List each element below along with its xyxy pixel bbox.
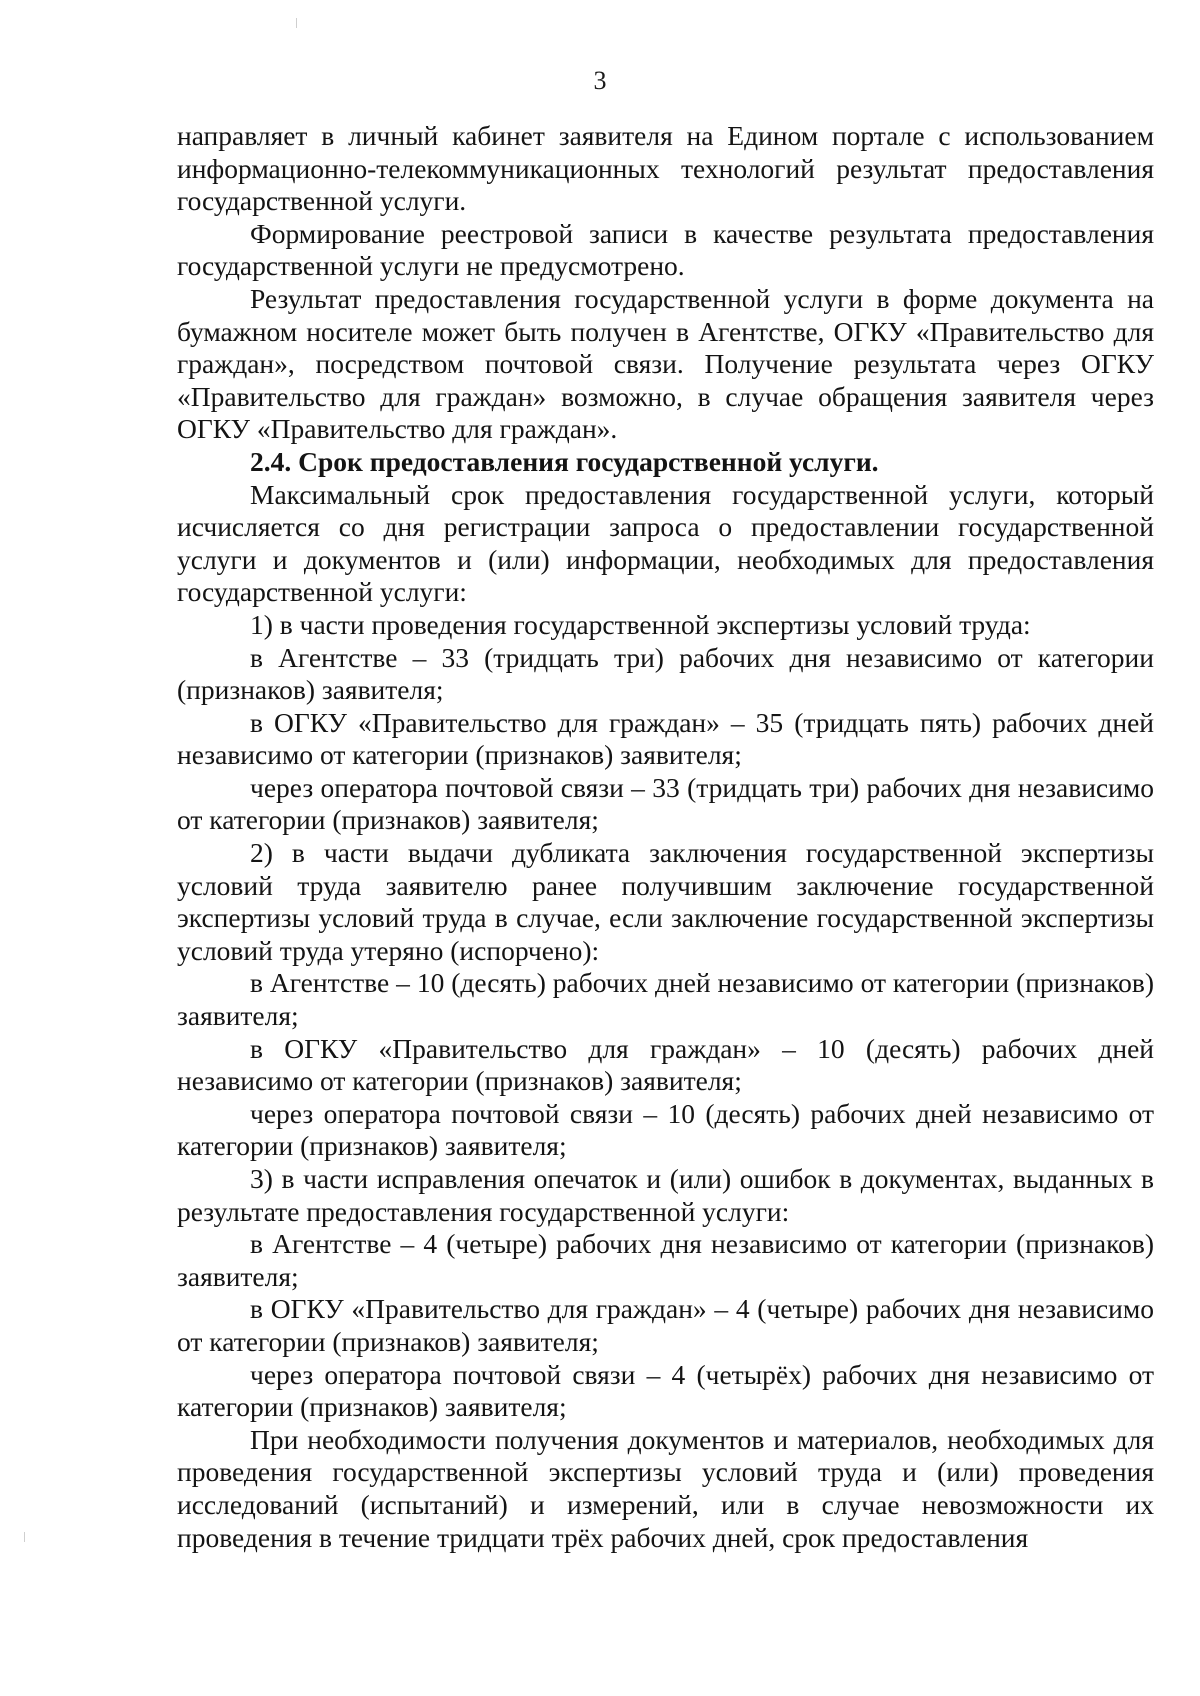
list-item: в ОГКУ «Правительство для граждан» – 10 (десять) рабочих дней независимо от категории (признаков) заявителя; bbox=[177, 1032, 1154, 1097]
list-item: в Агентстве – 4 (четыре) рабочих дня независимо от категории (признаков) заявителя; bbox=[177, 1228, 1154, 1292]
page-number: 3 bbox=[593, 66, 607, 95]
paragraph: Формирование реестровой записи в качестве результата предоставления государственной услуги не предусмотрено. bbox=[177, 217, 1154, 282]
list-item: 3) в части исправления опечаток и (или) ошибок в документах, выданных в результате предоставления государственной услуги: bbox=[177, 1163, 1154, 1227]
paragraph: Результат предоставления государственной услуги в форме документа на бумажном носителе может быть получен в Агентстве, ОГКУ «Правительство для граждан», посредством почтовой связи. Получение результата через ОГКУ «Правительство для граждан» возможно, в случае обращения заявителя через ОГКУ «Правительство для граждан». bbox=[177, 282, 1154, 445]
scan-artifact bbox=[24, 1532, 25, 1542]
scan-artifact bbox=[296, 18, 297, 28]
list-item: в ОГКУ «Правительство для граждан» – 4 (четыре) рабочих дня независимо от категории (признаков) заявителя; bbox=[177, 1293, 1154, 1357]
list-item: в Агентстве – 10 (десять) рабочих дней независимо от категории (признаков) заявителя; bbox=[177, 967, 1154, 1032]
paragraph: Максимальный срок предоставления государственной услуги, который исчисляется со дня регистрации запроса о предоставлении государственной услуги и документов и (или) информации, необходимых для предоставления государственной услуги: bbox=[177, 478, 1154, 608]
document-body bbox=[177, 120, 1154, 1554]
list-item: 1) в части проведения государственной экспертизы условий труда: bbox=[250, 608, 1031, 640]
list-item: 2) в части выдачи дубликата заключения государственной экспертизы условий труда заявителю ранее получившим заключение государственной экспертизы условий труда в случае, если заключение государственной экспертизы условий труда утеряно (испорчено): bbox=[177, 837, 1154, 966]
list-item: через оператора почтовой связи – 10 (десять) рабочих дней независимо от категории (признаков) заявителя; bbox=[177, 1097, 1154, 1162]
list-item: через оператора почтовой связи – 4 (четырёх) рабочих дня независимо от категории (признаков) заявителя; bbox=[177, 1358, 1154, 1423]
paragraph: При необходимости получения документов и материалов, необходимых для проведения государственной экспертизы условий труда и (или) проведения исследований (испытаний) и измерений, или в случае невозможности их проведения в течение тридцати трёх рабочих дней, срок предоставления bbox=[177, 1423, 1154, 1553]
list-item: через оператора почтовой связи – 33 (тридцать три) рабочих дня независимо от категории (признаков) заявителя; bbox=[177, 771, 1154, 836]
paragraph: направляет в личный кабинет заявителя на Едином портале с использованием информационно-телекоммуникационных технологий результат предоставления государственной услуги. bbox=[177, 120, 1154, 217]
list-item: в ОГКУ «Правительство для граждан» – 35 (тридцать пять) рабочих дней независимо от категории (признаков) заявителя; bbox=[177, 706, 1154, 771]
list-item: в Агентстве – 33 (тридцать три) рабочих дня независимо от категории (признаков) заявителя; bbox=[177, 641, 1154, 706]
section-heading: 2.4. Срок предоставления государственной услуги. bbox=[250, 445, 879, 477]
